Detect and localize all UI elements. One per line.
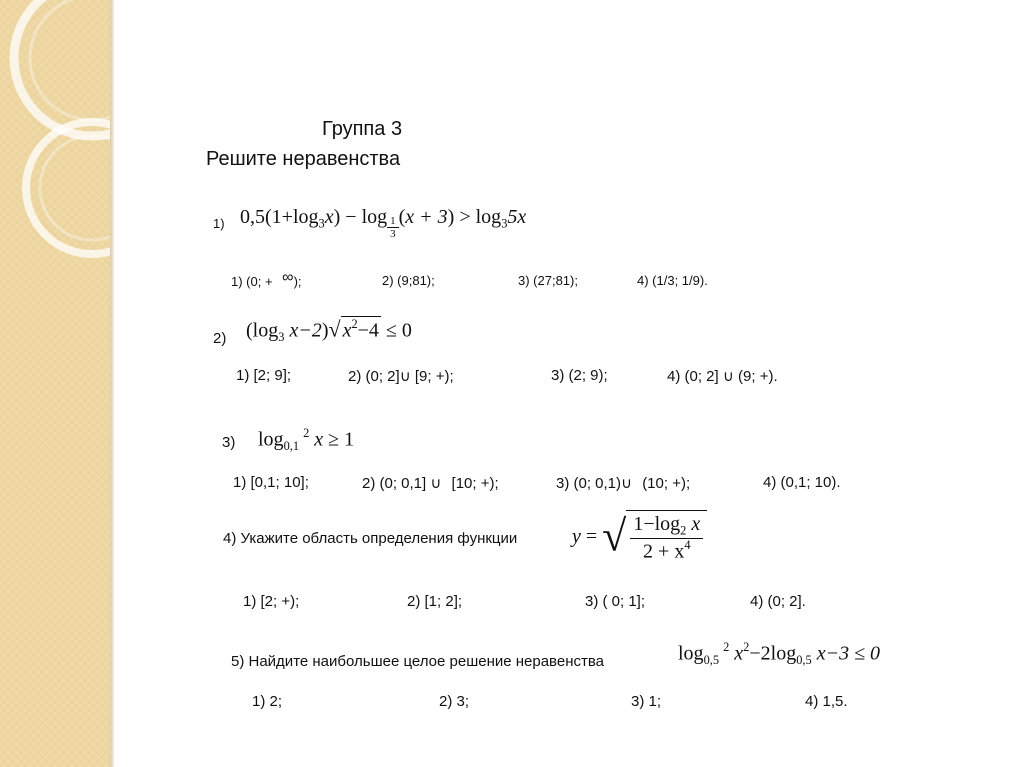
task5-answer-4: 4) 1,5. [805, 693, 848, 710]
task4-answer-4: 4) (0; 2]. [750, 593, 806, 610]
task2-formula: ($\log_3$ x−2)√ $x^2-4 \le 0$ [246, 316, 412, 344]
task5-answer-2: 2) 3; [439, 693, 470, 710]
task1-answer-3: 3) (27;81); [518, 273, 578, 288]
task5-answer-3: 3) 1; [631, 693, 662, 710]
task2-answer-2: 2) (0; 2]∪ [9; +); [348, 367, 454, 385]
task2-number: 2) [213, 330, 227, 347]
task5-answer-1: 1) 2; [252, 693, 283, 710]
side-divider [110, 0, 114, 767]
task4-formula: y = √ $\frac{1-\log_2 x}{2 + x^4}$ [572, 510, 707, 565]
task3-formula: $\log_{0,1}^2 x \ge 1$ [258, 426, 355, 453]
union-symbol: ∪ [722, 367, 734, 385]
task1-answer-1: 1) (0; + ∞); [231, 269, 302, 289]
task3-number: 3) [222, 434, 236, 451]
task3-answer-4: 4) (0,1; 10). [763, 474, 841, 491]
task1-formula: $0,5(1+\log_3x) - \log$ $\frac{1}{3}$ $(x + 3) > \log_35x$ [240, 206, 527, 240]
task3-answer-2: 2) (0; 0,1] ∪ [10; +); [362, 474, 499, 492]
task5-prompt: 5) Найдите наибольшее целое решение неравенства [231, 653, 604, 670]
union-symbol: ∪ [430, 474, 442, 492]
task5-formula: $\log_{0,5}^2 x^2-2\log_{0,5}$ x−3 ≤ 0 [678, 640, 881, 667]
task4-prompt: 4) Укажите область определения функции [223, 530, 518, 547]
decorative-rings [0, 0, 110, 767]
task3-answer-3: 3) (0; 0,1)∪ (10; +); [556, 474, 691, 492]
task3-answer-1: 1) [0,1; 10]; [233, 474, 309, 491]
task2-answer-1: 1) [2; 9]; [236, 367, 292, 384]
union-symbol: ∪ [621, 474, 633, 492]
task4-answer-3: 3) ( 0; 1]; [585, 593, 646, 610]
task2-answer-4: 4) (0; 2] ∪ (9; +). [667, 367, 778, 385]
task1-number: 1) [213, 216, 225, 231]
group-title: Группа 3 [322, 118, 403, 140]
task4-answer-1: 1) [2; +); [243, 593, 300, 610]
union-symbol: ∪ [399, 367, 411, 385]
decorative-side-panel [0, 0, 110, 767]
task1-answer-4: 4) (1/3; 1/9). [637, 273, 708, 288]
task4-answer-2: 2) [1; 2]; [407, 593, 463, 610]
infinity-symbol: ∞ [282, 269, 294, 286]
task2-answer-3: 3) (2; 9); [551, 367, 608, 384]
task1-answer-2: 2) (9;81); [382, 273, 435, 288]
instruction-heading: Решите неравенства [206, 148, 401, 170]
